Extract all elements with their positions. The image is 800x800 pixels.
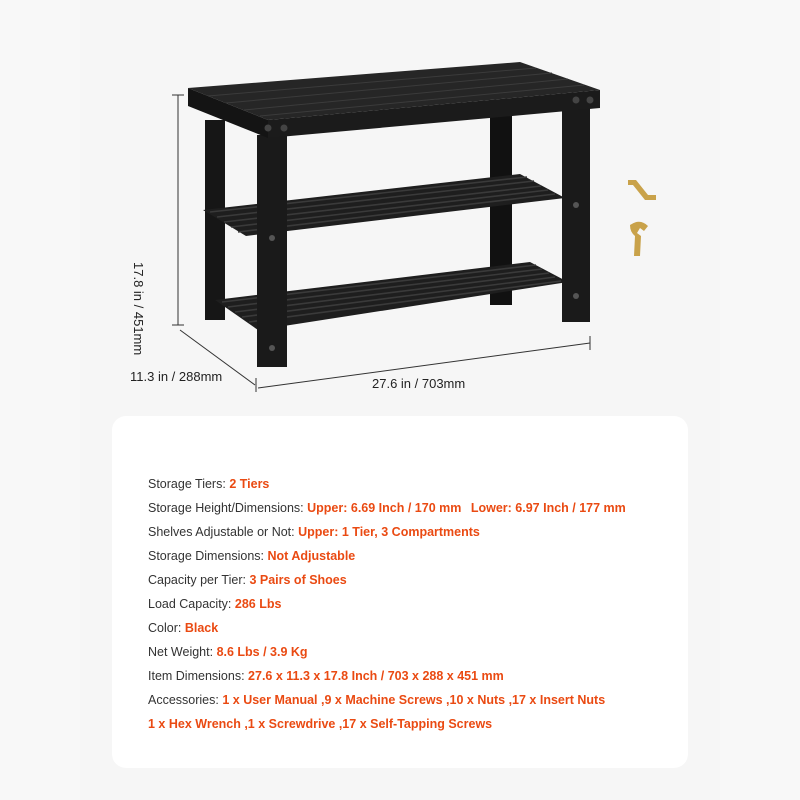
- spec-row-storage-height: [148, 496, 626, 520]
- dimension-lines: [172, 95, 590, 392]
- spec-row-storage-tiers: [148, 472, 626, 496]
- spec-value: Black: [184, 621, 219, 635]
- width-dimension-label: 27.6 in / 703mm: [372, 376, 466, 391]
- spec-label: Storage Tiers:: [148, 477, 226, 491]
- spec-label: Storage Dimensions:: [148, 549, 265, 563]
- front-legs: [257, 108, 590, 367]
- spec-row-accessories-continued: [148, 712, 626, 736]
- spec-value: 1 x Hex Wrench ,1 x Screwdrive ,17 x Self-Tapping Screws: [148, 717, 493, 731]
- spec-value: 1 x User Manual ,9 x Machine Screws ,10 x Nuts ,17 x Insert Nuts: [222, 693, 606, 707]
- spec-label: Item Dimensions:: [148, 669, 245, 683]
- spec-value: 286 Lbs: [234, 597, 282, 611]
- spec-value: Upper: 6.69 Inch / 170 mm: [307, 501, 462, 515]
- spec-label: Net Weight:: [148, 645, 214, 659]
- spec-label: Color:: [148, 621, 182, 635]
- height-dimension-label: 17.8 in / 451mm: [131, 262, 146, 356]
- depth-dimension-label: 11.3 in / 288mm: [130, 369, 223, 384]
- spec-value: 2 Tiers: [229, 477, 270, 491]
- spec-row-net-weight: [148, 640, 626, 664]
- spec-value: 3 Pairs of Shoes: [249, 573, 347, 587]
- spec-row-shelves-adjustable: [148, 520, 626, 544]
- spec-row-color: [148, 616, 626, 640]
- spec-row-storage-dimensions: [148, 544, 626, 568]
- spec-label: Load Capacity:: [148, 597, 232, 611]
- spec-value: Not Adjustable: [267, 549, 356, 563]
- spec-label: Accessories:: [148, 693, 219, 707]
- spec-row-item-dimensions: [148, 664, 626, 688]
- specifications-card: [112, 416, 688, 768]
- spec-label: Capacity per Tier:: [148, 573, 246, 587]
- spec-value: Upper: 1 Tier, 3 Compartments: [298, 525, 480, 539]
- spec-value: 27.6 x 11.3 x 17.8 Inch / 703 x 288 x 451 mm: [248, 669, 504, 683]
- spec-value: 8.6 Lbs / 3.9 Kg: [216, 645, 308, 659]
- spec-label: Shelves Adjustable or Not:: [148, 525, 295, 539]
- spec-list: [148, 472, 626, 736]
- screwdriver-icon: [630, 222, 648, 256]
- spec-row-accessories: [148, 688, 626, 712]
- spec-value: Lower: 6.97 Inch / 177 mm: [470, 501, 626, 515]
- hex-wrench-icon: [628, 180, 656, 200]
- spec-row-capacity-per-tier: [148, 568, 626, 592]
- bench-top: [188, 62, 600, 138]
- spec-label: Storage Height/Dimensions:: [148, 501, 304, 515]
- spec-row-load-capacity: [148, 592, 626, 616]
